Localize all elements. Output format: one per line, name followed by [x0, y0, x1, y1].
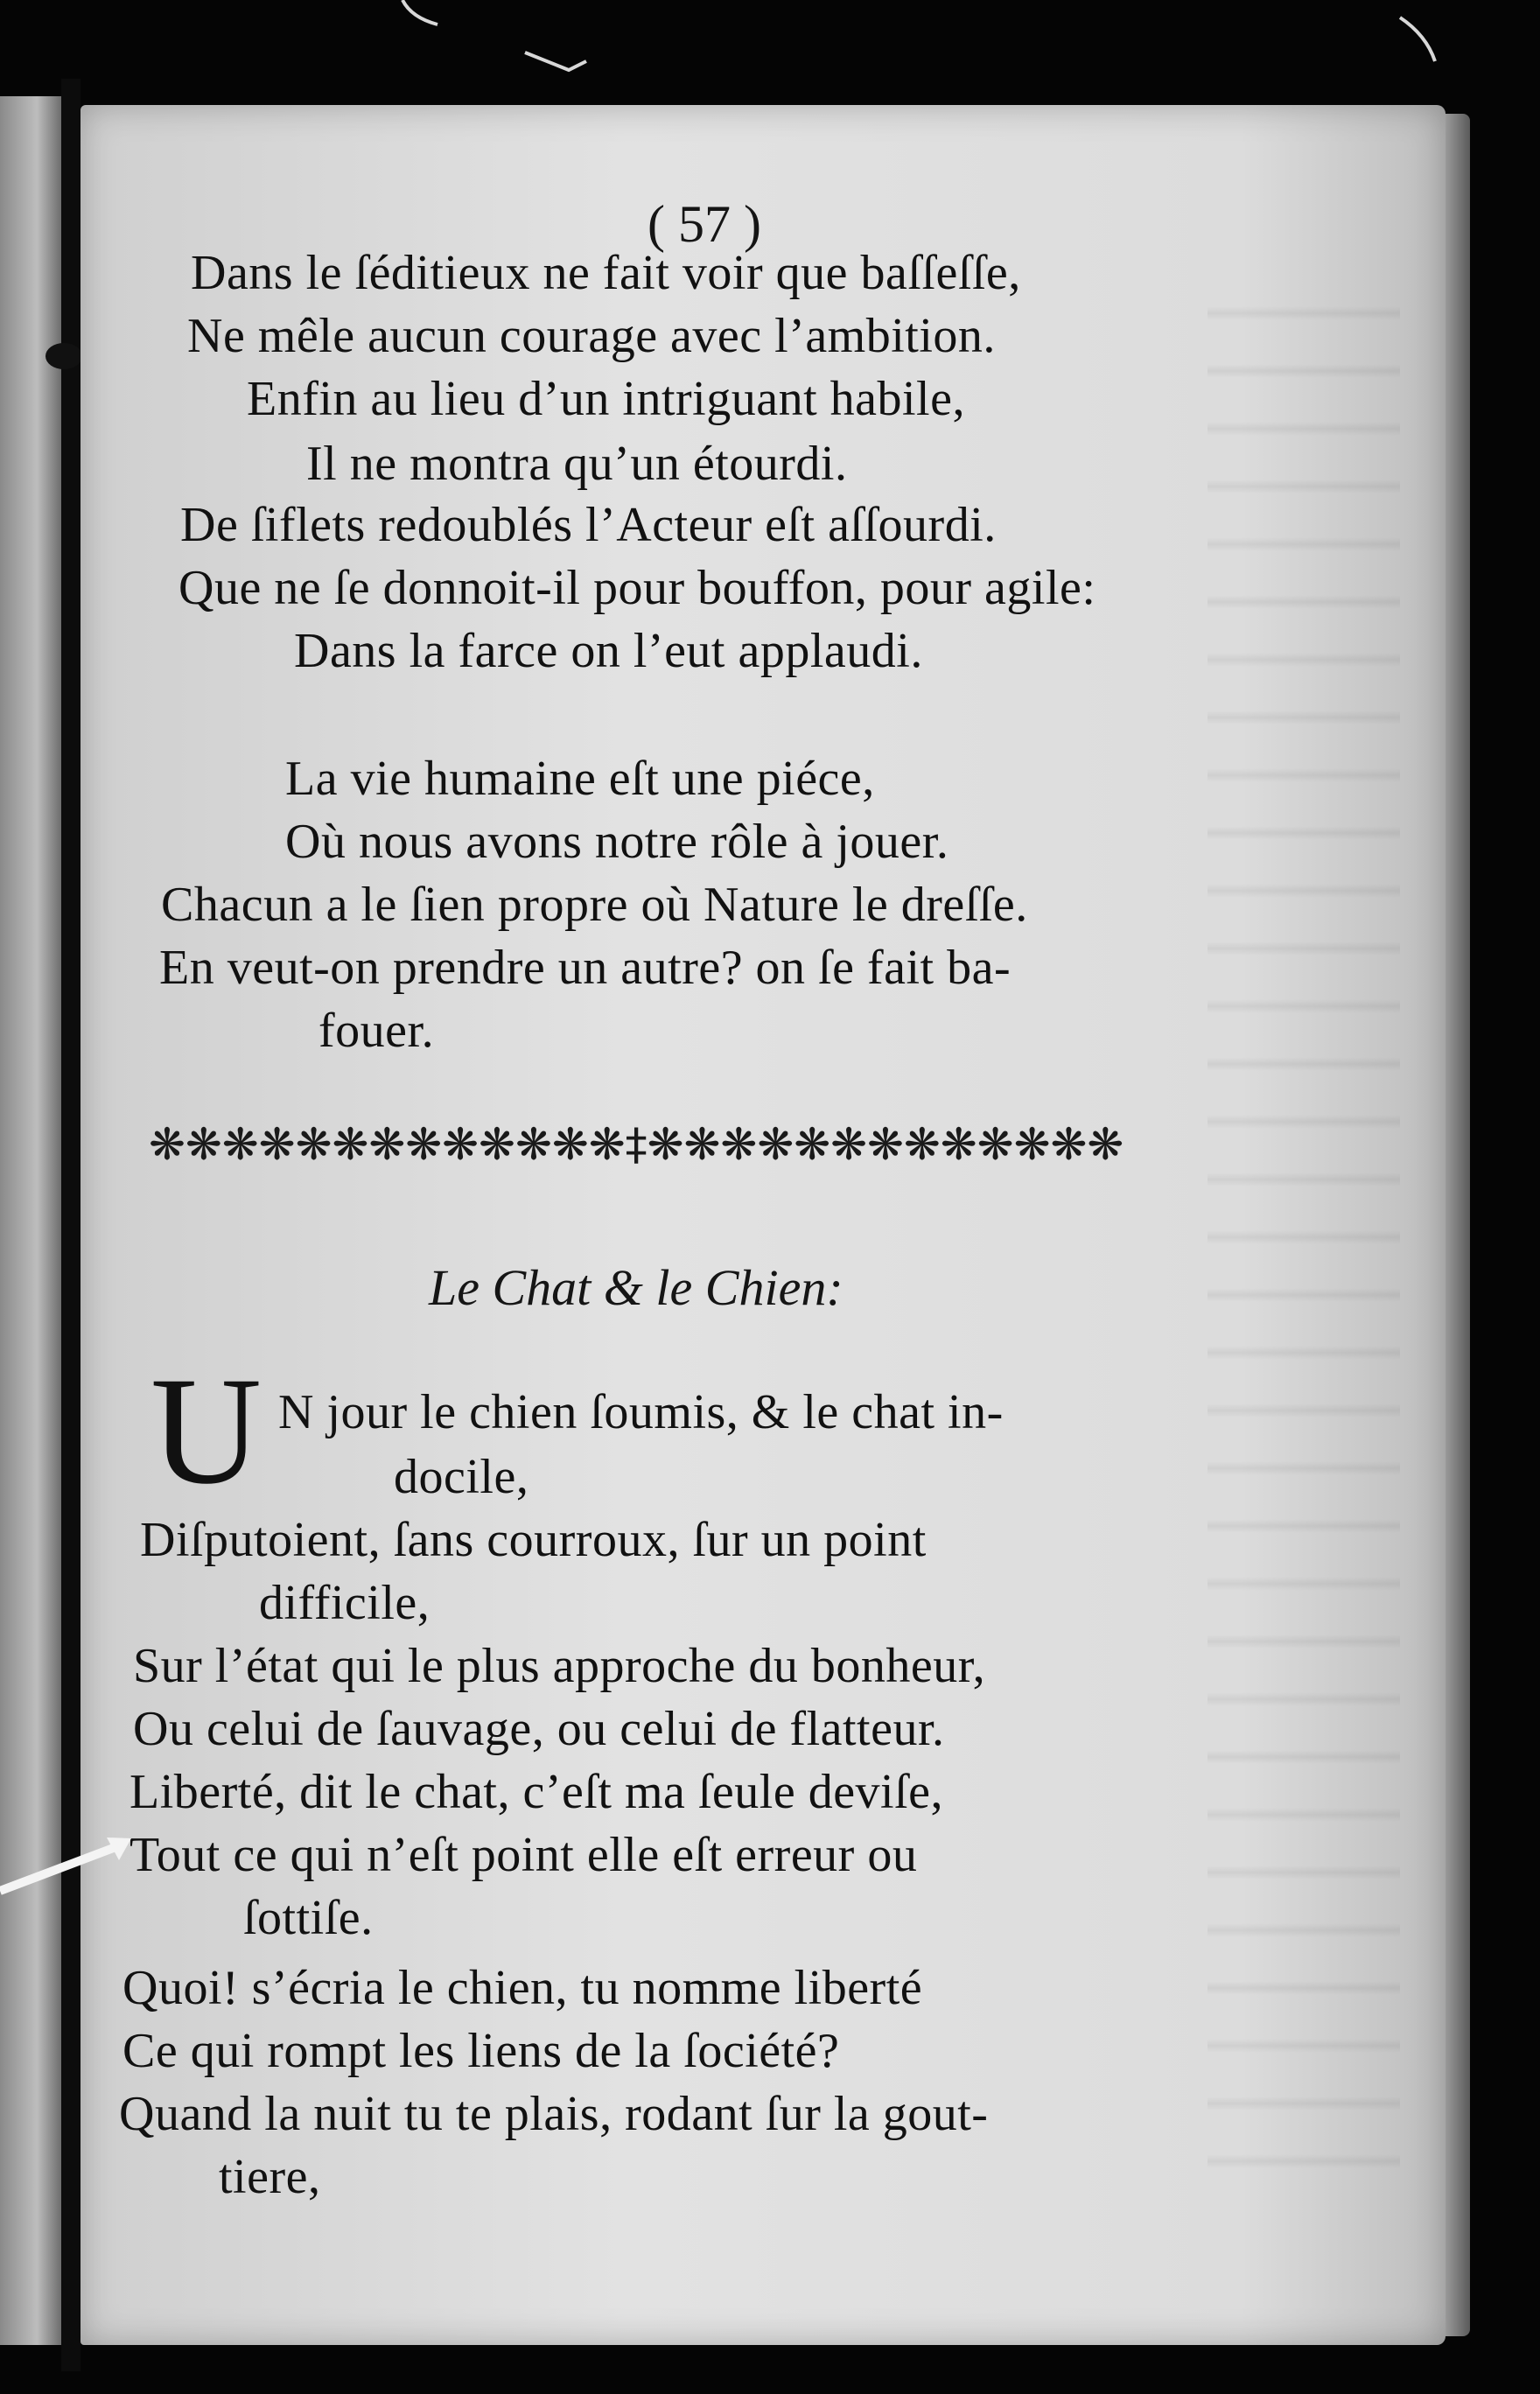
- fable-line: Tout ce qui n’eſt point elle eſt erreur ou: [130, 1828, 918, 1882]
- fable-line: Sur l’état qui le plus approche du bonheur,: [133, 1639, 986, 1693]
- verse-line: Il ne montra qu’un étourdi.: [306, 437, 848, 491]
- fable-line: Ou celui de ſauvage, ou celui de flatteur.: [133, 1702, 945, 1756]
- verse-line: Dans le ſéditieux ne fait voir que baſſeſſe,: [191, 246, 1021, 300]
- fable-line: ſottiſe.: [243, 1891, 374, 1945]
- verse-line: De ſiflets redoublés l’Acteur eſt aſſourdi.: [180, 498, 997, 552]
- fable-line: Quoi! s’écria le chien, tu nomme liberté: [122, 1961, 923, 2015]
- fable-line: Diſputoient, ſans courroux, ſur un point: [140, 1513, 927, 1567]
- pointer-arrow-icon: [0, 1825, 149, 1904]
- verse-line: En veut-on prendre un autre? on ſe fait ba-: [159, 941, 1012, 995]
- verse-line: fouer.: [318, 1004, 435, 1058]
- page-number: ( 57 ): [648, 195, 761, 253]
- fable-line: N jour le chien ſoumis, & le chat in-: [278, 1385, 1004, 1439]
- fable-line: Quand la nuit tu te plais, rodant ſur la gout-: [119, 2087, 989, 2141]
- verse-line: Enfin au lieu d’un intriguant habile,: [247, 372, 965, 426]
- fable-line: Ce qui rompt les liens de la ſociété?: [122, 2024, 840, 2078]
- verse-line: Que ne ſe donnoit-il pour bouffon, pour agile:: [178, 561, 1096, 615]
- drop-cap: U: [150, 1346, 262, 1516]
- fable-title: Le Chat & le Chien:: [429, 1259, 844, 1316]
- fable-line: tiere,: [219, 2150, 321, 2204]
- verse-line: Chacun a le ſien propre où Nature le dreſſe.: [161, 878, 1028, 932]
- verse-line: Ne mêle aucun courage avec l’ambition.: [187, 309, 996, 363]
- fable-line: Liberté, dit le chat, c’eſt ma ſeule deviſe,: [130, 1765, 944, 1819]
- verse-line: Où nous avons notre rôle à jouer.: [285, 815, 949, 869]
- verse-line: Dans la farce on l’eut applaudi.: [294, 624, 923, 678]
- decorative-ornament-rule: ❋❋❋❋❋❋❋❋❋❋❋❋❋‡❋❋❋❋❋❋❋❋❋❋❋❋❋: [149, 1120, 1124, 1169]
- fable-line: difficile,: [259, 1576, 430, 1630]
- fable-line: docile,: [394, 1450, 529, 1504]
- verse-line: La vie humaine eſt une piéce,: [285, 752, 875, 806]
